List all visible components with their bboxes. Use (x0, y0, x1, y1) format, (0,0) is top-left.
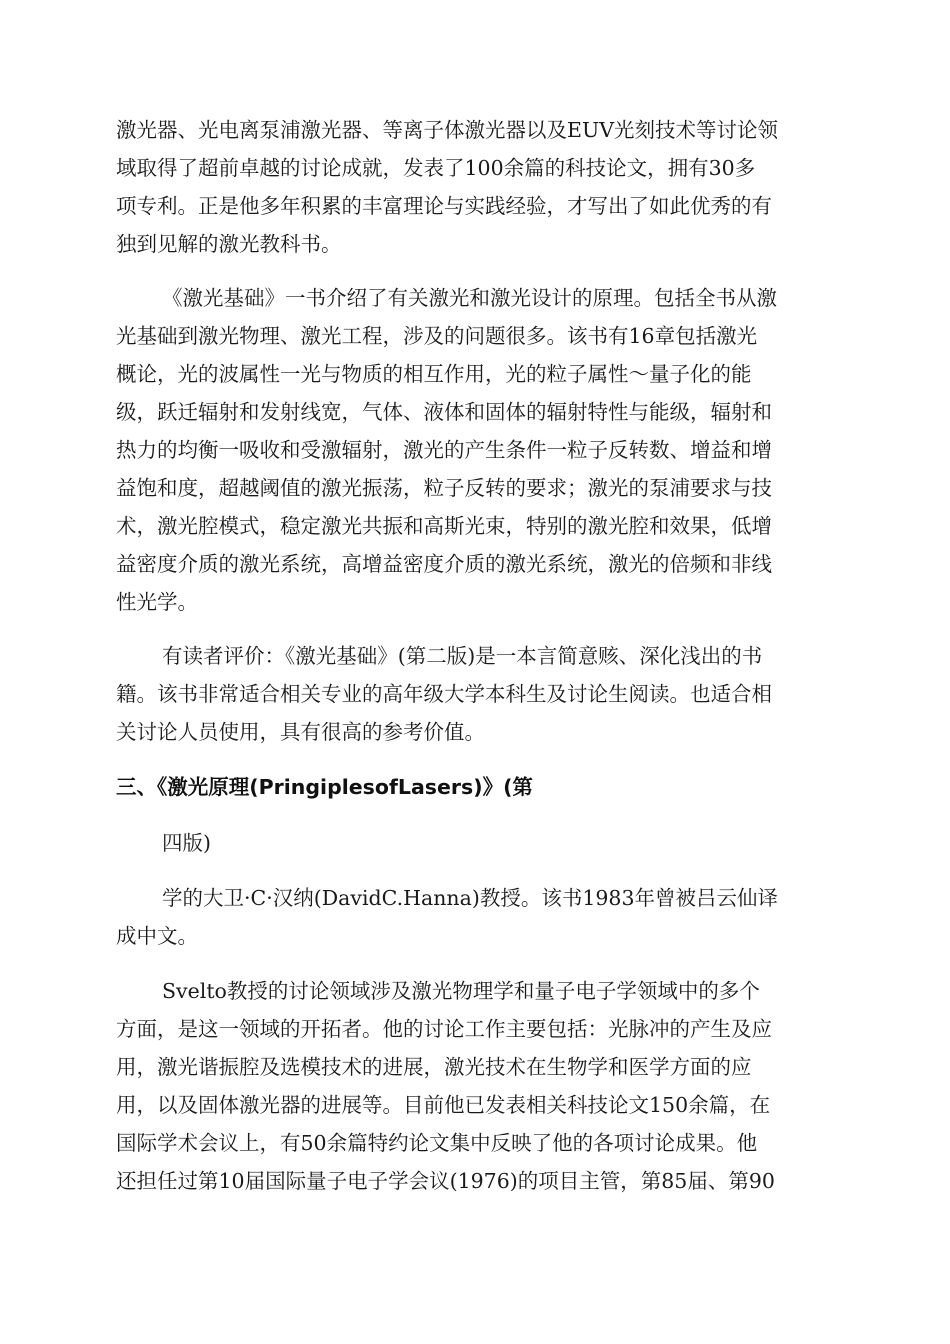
paragraph-2-line-1: 《激光基础》一书介绍了有关激光和激光设计的原理。包括全书从激 (162, 286, 777, 310)
paragraph-3-line-3: 关讨论人员使用，具有很高的参考价值。 (116, 720, 485, 744)
paragraph-2-line-8: 益密度介质的激光系统，高增益密度介质的激光系统，激光的倍频和非线 (116, 552, 772, 576)
paragraph-2-line-5: 热力的均衡一吸收和受激辐射，激光的产生条件一粒子反转数、增益和增 (116, 438, 772, 462)
paragraph-6-line-1: Svelto教授的讨论领域涉及激光物理学和量子电子学领域中的多个 (162, 979, 760, 1003)
paragraph-3-line-2: 籍。该书非常适合相关专业的高年级大学本科生及讨论生阅读。也适合相 (116, 682, 772, 706)
paragraph-2-line-3: 概论，光的波属性一光与物质的相互作用，光的粒子属性～量子化的能 (116, 362, 752, 386)
paragraph-5-line-1: 学的大卫·C·汉纳(DavidC.Hanna)教授。该书1983年曾被吕云仙译 (162, 886, 778, 910)
paragraph-2-line-7: 术，激光腔模式，稳定激光共振和高斯光束，特别的激光腔和效果，低增 (116, 514, 772, 538)
paragraph-4-line-1: 四版) (162, 831, 211, 855)
paragraph-6-line-3: 用，激光谐振腔及选模技术的进展，激光技术在生物学和医学方面的应 (116, 1055, 752, 1079)
paragraph-6-line-4: 用，以及固体激光器的进展等。目前他已发表相关科技论文150余篇，在 (116, 1093, 771, 1117)
paragraph-1-line-2: 域取得了超前卓越的讨论成就，发表了100余篇的科技论文，拥有30多 (116, 156, 756, 180)
paragraph-1-line-4: 独到见解的激光教科书。 (116, 232, 342, 256)
paragraph-6-line-6: 还担任过第10届国际量子电子学会议(1976)的项目主管，第85届、第90 (116, 1169, 775, 1193)
paragraph-1-line-3: 项专利。正是他多年积累的丰富理论与实践经验，才写出了如此优秀的有 (116, 194, 772, 218)
paragraph-1-line-1: 激光器、光电离泵浦激光器、等离子体激光器以及EUV光刻技术等讨论领 (116, 118, 779, 142)
paragraph-3-line-1: 有读者评价：《激光基础》(第二版)是一本言简意赅、深化浅出的书 (162, 644, 763, 668)
paragraph-2-line-2: 光基础到激光物理、激光工程，涉及的问题很多。该书有16章包括激光 (116, 324, 758, 348)
paragraph-2-line-4: 级，跃迁辐射和发射线宽，气体、液体和固体的辐射特性与能级，辐射和 (116, 400, 772, 424)
paragraph-2-line-9: 性光学。 (116, 590, 198, 614)
paragraph-2-line-6: 益饱和度，超越阈值的激光振荡，粒子反转的要求；激光的泵浦要求与技 (116, 476, 772, 500)
paragraph-6-line-2: 方面，是这一领域的开拓者。他的讨论工作主要包括：光脉冲的产生及应 (116, 1017, 772, 1041)
paragraph-5-line-2: 成中文。 (116, 924, 198, 948)
paragraph-6-line-5: 国际学术会议上，有50余篇特约论文集中反映了他的各项讨论成果。他 (116, 1131, 758, 1155)
section-heading: 三、《激光原理(PringiplesofLasers)》(第 (116, 775, 533, 799)
